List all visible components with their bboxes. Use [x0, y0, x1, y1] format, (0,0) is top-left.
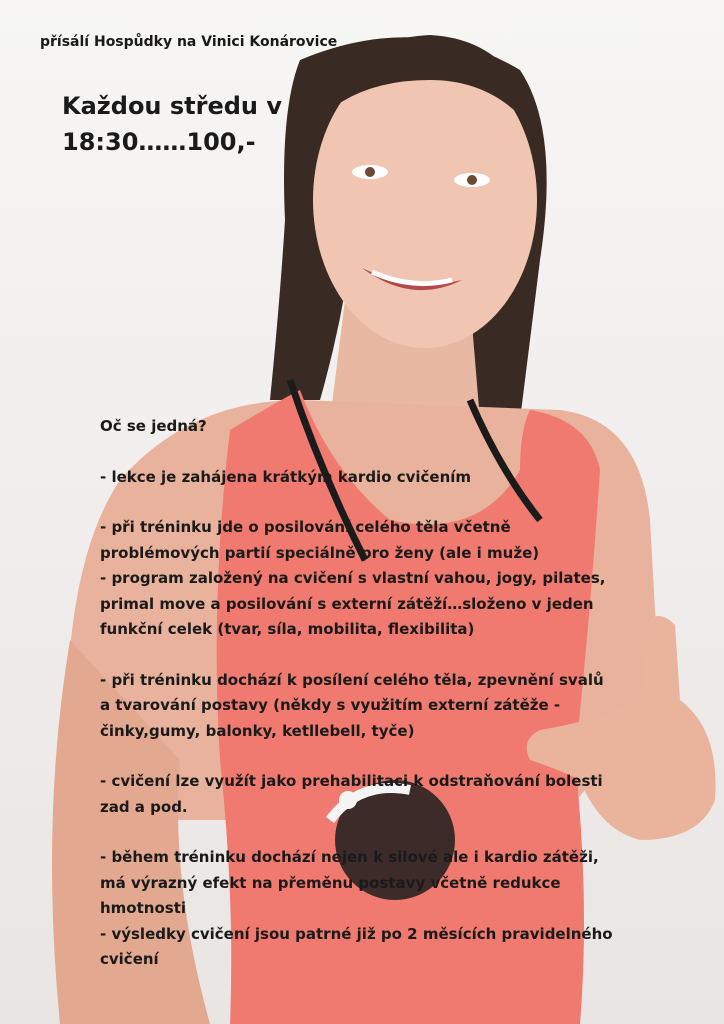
question-heading: Oč se jedná? — [100, 417, 207, 435]
paragraph-3-line-3: funkční celek (tvar, síla, mobilita, flexibilita) — [100, 620, 475, 638]
headline-line-2: 18:30……100,- — [62, 128, 256, 156]
paragraph-6-line-2: má výrazný efekt na přeměnu postavy včetně redukce — [100, 873, 561, 892]
paragraph-6-line-3: hmotnosti — [100, 899, 187, 917]
paragraph-1: - lekce je zahájena krátkým kardio cvičením — [100, 467, 472, 486]
paragraph-3-line-1: - program založený na cvičení s vlastní vahou, jogy, pilates, — [100, 569, 606, 587]
headline-line-1: Každou středu v — [62, 92, 283, 120]
paragraph-4-line-1: - při tréninku dochází k posílení celého těla, zpevnění svalů — [100, 670, 604, 689]
description-block — [100, 414, 640, 973]
paragraph-7-line-1: - výsledky cvičení jsou patrné již po 2 měsících pravidelného — [100, 924, 613, 943]
paragraph-4-line-3: činky,gumy, balonky, ketllebell, tyče) — [100, 721, 415, 740]
paragraph-5-line-2: zad a pod. — [100, 797, 188, 816]
schedule-headline — [62, 88, 282, 160]
paragraph-3-line-2: primal move a posilování s externí zátěží…složeno v jeden — [100, 594, 594, 613]
paragraph-2-line-1: - při tréninku jde o posilování celého těla včetně — [100, 518, 511, 536]
paragraph-5-line-1: - cvičení lze využít jako prehabilitaci k odstraňování bolesti — [100, 772, 603, 790]
paragraph-6-line-1: - během tréninku dochází nejen k silové ale i kardio zátěži, — [100, 848, 599, 866]
paragraph-7-line-2: cvičení — [100, 950, 159, 968]
paragraph-2-line-2: problémových partií speciálně pro ženy (ale i muže) — [100, 543, 540, 562]
paragraph-4-line-2: a tvarování postavy (někdy s využitím externí zátěže - — [100, 696, 561, 714]
venue-line: přísálí Hospůdky na Vinici Konárovice — [40, 34, 338, 50]
